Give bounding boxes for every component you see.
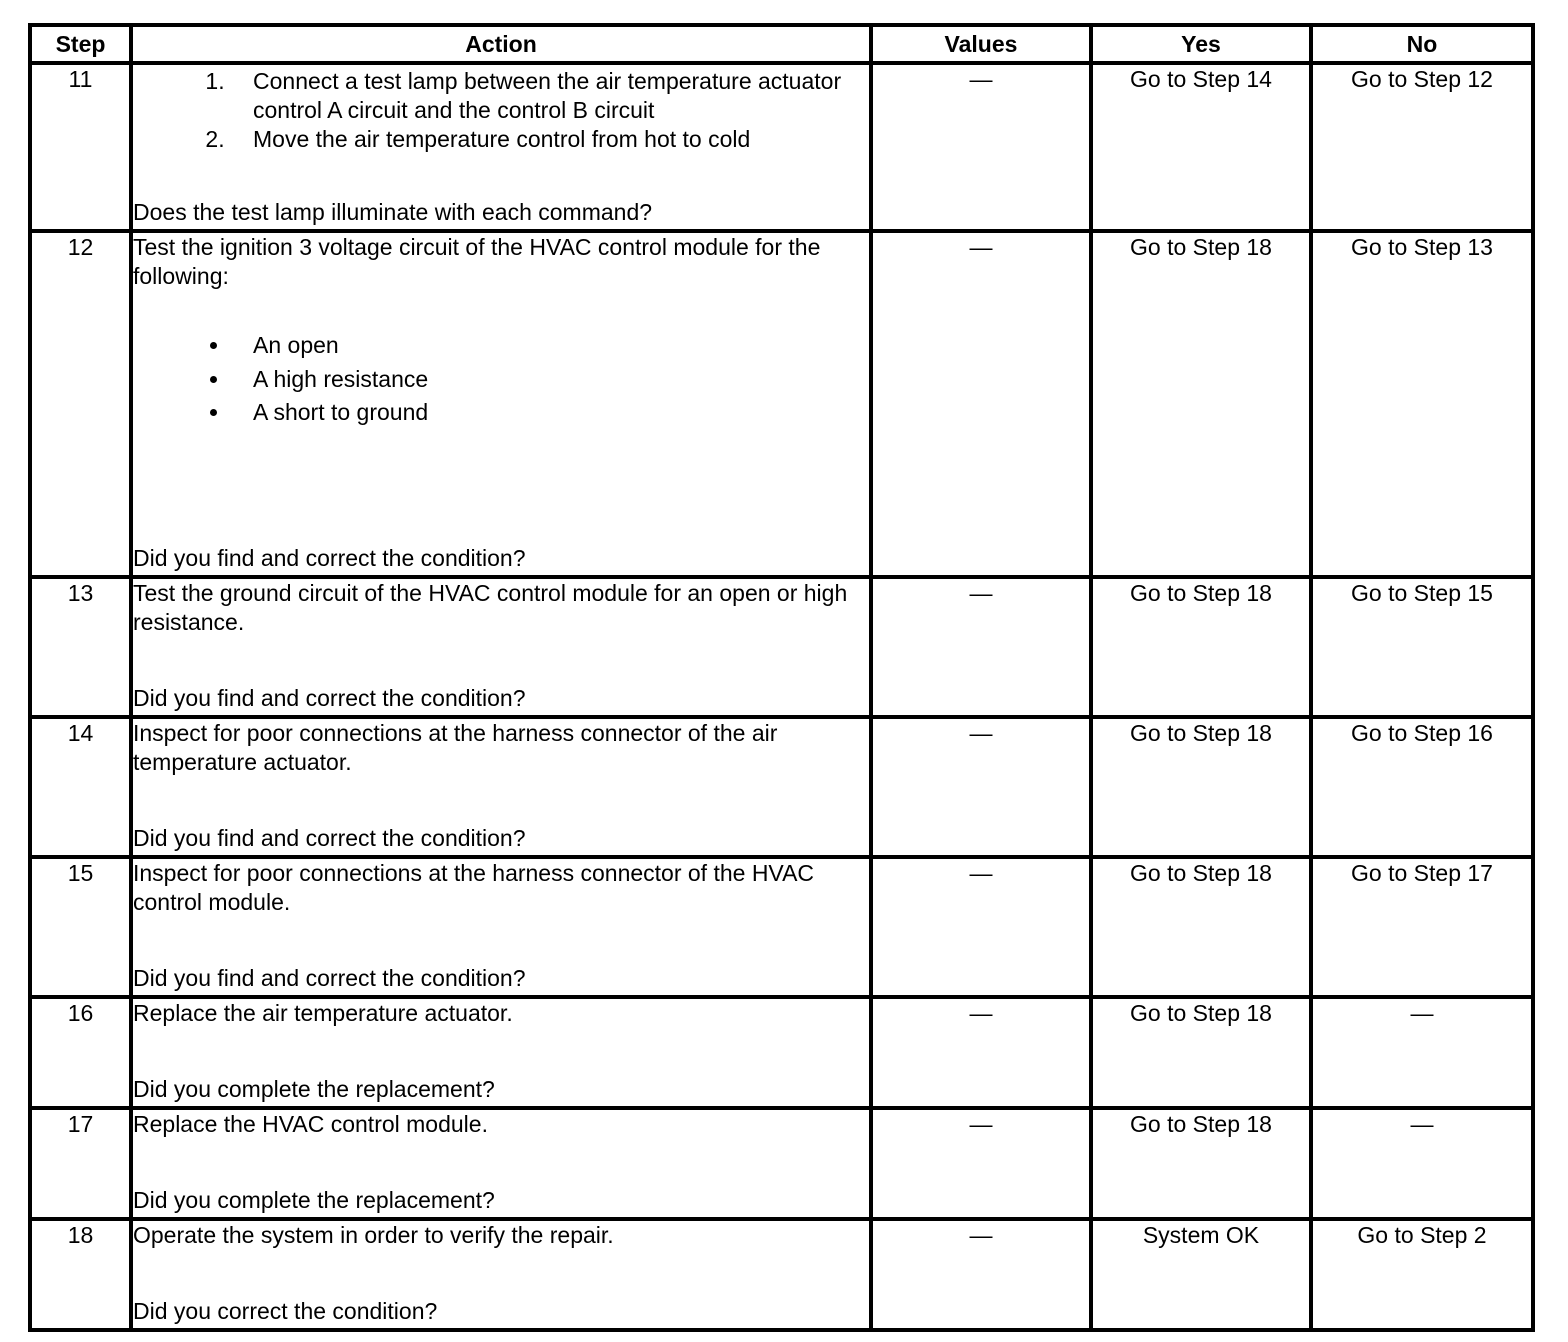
yes-cell: Go to Step 18 xyxy=(1091,717,1311,857)
diagnostic-table xyxy=(28,23,1535,1332)
yes-cell: Go to Step 18 xyxy=(1091,1108,1311,1219)
action-cell xyxy=(131,577,871,717)
values-cell xyxy=(871,1108,1091,1219)
values-dash: — xyxy=(969,1000,993,1026)
action-instruction: Replace the HVAC control module. xyxy=(133,1111,488,1137)
action-instruction: Operate the system in order to verify the repair. xyxy=(133,1222,614,1248)
values-dash: — xyxy=(969,234,993,260)
values-cell xyxy=(871,857,1091,997)
table-row-step-18 xyxy=(30,1219,1533,1330)
action-instruction: Test the ground circuit of the HVAC control module for an open or high resistance. xyxy=(133,580,848,635)
action-instruction: Inspect for poor connections at the harness connector of the air temperature actuator. xyxy=(133,720,778,775)
no-cell: Go to Step 12 xyxy=(1311,63,1533,231)
step-number: 12 xyxy=(30,231,131,577)
no-cell: Go to Step 17 xyxy=(1311,857,1533,997)
no-cell: Go to Step 15 xyxy=(1311,577,1533,717)
step-number: 11 xyxy=(30,63,131,231)
no-cell: — xyxy=(1311,997,1533,1108)
yes-cell: System OK xyxy=(1091,1219,1311,1330)
values-dash: — xyxy=(969,580,993,606)
action-instruction: Test the ignition 3 voltage circuit of the HVAC control module for the following: xyxy=(133,234,821,289)
action-cell xyxy=(131,717,871,857)
action-cell xyxy=(131,231,871,577)
action-instruction: Replace the air temperature actuator. xyxy=(133,1000,513,1026)
values-dash: — xyxy=(969,1111,993,1137)
step-number: 13 xyxy=(30,577,131,717)
no-cell: Go to Step 16 xyxy=(1311,717,1533,857)
yes-cell: Go to Step 14 xyxy=(1091,63,1311,231)
values-dash: — xyxy=(969,720,993,746)
header-step: Step xyxy=(30,25,131,63)
header-values: Values xyxy=(871,25,1091,63)
yes-cell: Go to Step 18 xyxy=(1091,577,1311,717)
values-cell xyxy=(871,997,1091,1108)
instruction-item: 1. Connect a test lamp between the air temperature actuator control A circuit and the control B circuit xyxy=(231,67,869,125)
header-action: Action xyxy=(131,25,871,63)
instruction-item: 2. Move the air temperature control from hot to cold xyxy=(231,125,869,154)
values-dash: — xyxy=(969,1222,993,1248)
no-cell: — xyxy=(1311,1108,1533,1219)
numbered-instructions xyxy=(133,67,869,154)
step-number: 16 xyxy=(30,997,131,1108)
table-row-step-15 xyxy=(30,857,1533,997)
table-row-step-16 xyxy=(30,997,1533,1108)
step-number: 15 xyxy=(30,857,131,997)
step-number: 18 xyxy=(30,1219,131,1330)
values-cell xyxy=(871,1219,1091,1330)
header-yes: Yes xyxy=(1091,25,1311,63)
bullet-item: • An open xyxy=(231,329,869,363)
table-row-step-12 xyxy=(30,231,1533,577)
header-row xyxy=(30,25,1533,63)
bullet-list xyxy=(133,329,869,430)
action-question: Does the test lamp illuminate with each command? xyxy=(133,199,653,225)
action-cell xyxy=(131,857,871,997)
yes-cell: Go to Step 18 xyxy=(1091,997,1311,1108)
values-dash: — xyxy=(969,860,993,886)
action-instruction: Inspect for poor connections at the harness connector of the HVAC control module. xyxy=(133,860,815,915)
action-cell xyxy=(131,1108,871,1219)
table-row-step-11 xyxy=(30,63,1533,231)
values-cell xyxy=(871,717,1091,857)
yes-cell: Go to Step 18 xyxy=(1091,231,1311,577)
action-question: Did you complete the replacement? xyxy=(133,1076,495,1102)
table-row-step-17 xyxy=(30,1108,1533,1219)
step-number: 17 xyxy=(30,1108,131,1219)
action-question: Did you find and correct the condition? xyxy=(133,685,526,711)
action-cell xyxy=(131,63,871,231)
action-cell xyxy=(131,997,871,1108)
values-dash: — xyxy=(969,66,993,92)
yes-cell: Go to Step 18 xyxy=(1091,857,1311,997)
header-no: No xyxy=(1311,25,1533,63)
action-cell xyxy=(131,1219,871,1330)
values-cell xyxy=(871,231,1091,577)
bullet-item: • A high resistance xyxy=(231,363,869,397)
table-row-step-14 xyxy=(30,717,1533,857)
no-cell: Go to Step 2 xyxy=(1311,1219,1533,1330)
values-cell xyxy=(871,63,1091,231)
bullet-item: • A short to ground xyxy=(231,396,869,430)
action-question: Did you find and correct the condition? xyxy=(133,825,526,851)
no-cell: Go to Step 13 xyxy=(1311,231,1533,577)
action-question: Did you find and correct the condition? xyxy=(133,965,526,991)
values-cell xyxy=(871,577,1091,717)
step-number: 14 xyxy=(30,717,131,857)
action-question: Did you find and correct the condition? xyxy=(133,545,526,571)
action-question: Did you correct the condition? xyxy=(133,1298,438,1324)
table-row-step-13 xyxy=(30,577,1533,717)
action-question: Did you complete the replacement? xyxy=(133,1187,495,1213)
